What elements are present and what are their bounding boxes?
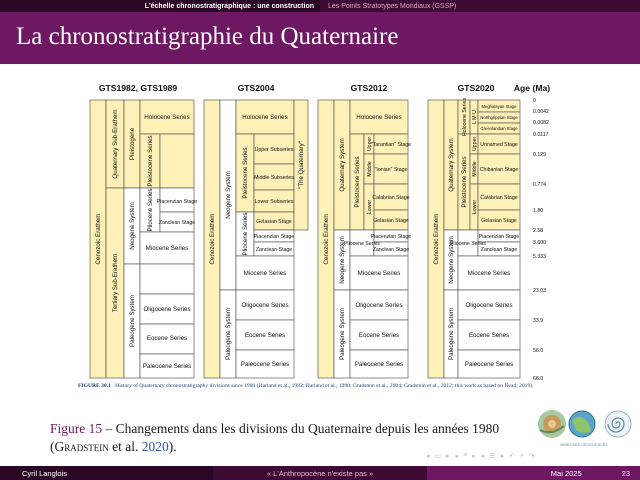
column-gts2004 (204, 100, 308, 378)
age-3: 0.0117 (533, 132, 549, 138)
gts2012-holocene: Holocene Series (356, 114, 402, 121)
logo-spiral-icon (605, 411, 631, 437)
gts1982-oligocene: Oligocene Series (143, 306, 191, 313)
figure-15-open-paren: ( (50, 439, 55, 454)
gts2012-ionian: "Ionian" Stage (374, 167, 408, 173)
gts1982-pliocene: Pliocene Series (147, 188, 154, 232)
gts1982-eocene: Eocene Series (146, 335, 188, 342)
gts2020-eocene: Eocene Series (468, 332, 510, 339)
logo-text: MINES DES GÉOSCIENCES (560, 443, 608, 447)
gts2012-piacenzian: Piacenzian Stage (370, 234, 412, 240)
gts2020-lmu: L M U (472, 110, 478, 124)
age-9: 5.333 (533, 254, 546, 260)
nav-next-subsection-icon[interactable]: ▸ (472, 453, 476, 460)
figure-30-label: FIGURE 30.1 (78, 383, 111, 389)
figure-30-text: History of Quaternary chronostratigraphy divisions since 1980 (Harland et al., 1982; Harland et al., 1990; Gradstein et al., 2004; Gradstein et al., 2012; this work as based on Head, 2019). (115, 383, 534, 389)
figure-15-close-paren: ). (168, 439, 177, 454)
gts2004-quaternary: "The Quaternary" (298, 141, 305, 189)
gts2020-pliocene: Pliocene Series (449, 241, 487, 247)
gts1982-holocene: Holocene Series (144, 114, 190, 121)
gts2020-chibanian: Chibanian Stage (479, 167, 519, 173)
gts2012-oligocene: Oligocene Series (355, 302, 403, 309)
gts2020-unnamed: Unnamed Stage (480, 142, 518, 148)
gts2020-piacenzian: Piacenzian Stage (478, 234, 520, 240)
age-0: 0 (533, 98, 536, 104)
gts1982-pleistocene: Pleistocene Series (147, 135, 154, 187)
age-11: 33.9 (533, 318, 544, 324)
age-13: 66.0 (533, 376, 544, 382)
gts1982-paleogene: Paleogene System (129, 295, 136, 347)
gts2004-oligocene: Oligocene Series (241, 302, 289, 309)
nav-section-current[interactable]: L'échelle chronostratigraphique : une construction (0, 0, 320, 12)
gts2004-neogene: Neogene System (225, 171, 232, 219)
gts2004-paleocene: Paleocene Series (240, 361, 290, 368)
gts2004-pliocene: Pliocene Series (242, 212, 249, 256)
gts1982-zanclean: Zanclean Stage (158, 220, 196, 226)
gts2020-middle: Middle (472, 161, 478, 177)
nav-forward-icon[interactable]: ↷ (528, 453, 535, 460)
gts1982-tertiary-sub: Tertiary Sub-Erathem (112, 253, 119, 313)
chronostratigraphy-figure (72, 72, 568, 420)
gts2012-cenozoic: Cenozoic Erathem (323, 213, 330, 265)
nav-prev-frame-icon[interactable]: ◂ (426, 453, 430, 460)
gts2020-cenozoic: Cenozoic Erathem (433, 213, 440, 265)
gts2012-paleocene: Paleocene Series (354, 361, 404, 368)
citation-author: Gradstein (54, 439, 109, 454)
gts2004-pleistocene: Pleistocene Series (242, 147, 249, 199)
nav-section-next[interactable]: Les Points Stratotypes Mondiaux (GSSP) (320, 0, 640, 12)
age-1: 0.0042 (533, 109, 549, 115)
gts2020-pleistocene: Pleistocene Series (461, 156, 468, 208)
age-12: 56.0 (533, 348, 544, 354)
gts2004-middle: Middle Subseries (254, 175, 294, 181)
gts2012-calabrian: Calabrian Stage (372, 195, 410, 201)
logo-globe-icon (569, 411, 595, 437)
figure-15-text: Changements dans les divisions du Quaternaire depuis les années 1980 (115, 421, 500, 436)
gts2004-zanclean: Zanclean Stage (255, 247, 293, 253)
gts2012-upper: Upper (367, 136, 373, 152)
footer-bar (0, 466, 640, 480)
age-4: 0.129 (533, 152, 546, 158)
gts2020-lower: Lower (472, 199, 478, 215)
gts2020-neogene: Neogene System (448, 236, 455, 284)
footer-date: Mai 2025 (550, 468, 582, 478)
gts2020-zanclean: Zanclean Stage (480, 247, 518, 253)
gts2012-pleistocene: Pleistocene Series (354, 156, 361, 208)
col-title-gts2020: GTS2020 (457, 83, 495, 93)
nav-section-icon[interactable]: ☰ (489, 453, 496, 460)
age-5: 0.774 (533, 182, 546, 188)
column-gts1982 (90, 100, 197, 378)
nav-prev-subsection-icon[interactable]: ◂ (454, 453, 459, 460)
gts1982-cenozoic: Cenozoic Erathem (95, 213, 102, 265)
gts2020-paleocene: Paleocene Series (464, 361, 514, 368)
gts2012-pliocene: Pliocene Series (343, 241, 381, 247)
col-title-gts2012: GTS2012 (350, 83, 388, 93)
gts2012-lower: Lower (367, 199, 373, 215)
age-2: 0.0082 (533, 120, 549, 126)
chronostratigraphy-diagram (72, 72, 568, 382)
gts1982-piacenzian: Piacenzian Stage (156, 199, 198, 205)
beamer-navigation (426, 452, 535, 460)
logo-ammonite-icon (538, 410, 566, 438)
gts2004-lower: Lower Subseries (254, 199, 294, 205)
nav-next-frame-icon[interactable]: ▸ (446, 453, 450, 460)
gts2004-eocene: Eocene Series (244, 332, 286, 339)
col-title-gts2004: GTS2004 (237, 83, 275, 93)
gts2020-upper: Upper (472, 136, 478, 152)
title-band (0, 12, 640, 64)
footer-page-number: 23 (621, 468, 630, 478)
gts2012-miocene: Miocene Series (357, 270, 401, 277)
gts2020-calabrian: Calabrian Stage (480, 195, 518, 201)
gts2020-greenlandian: Greenlandian Stage (480, 126, 518, 131)
gts1982-miocene: Miocene Series (145, 245, 189, 252)
gts2020-holocene: Holocene Series (462, 97, 468, 137)
gts1982-quaternary-sub: Quaternary Sub-Erathem (112, 109, 119, 179)
gts2020-gelasian: Gelasian Stage (481, 218, 517, 224)
gts2012-middle: Middle (367, 161, 373, 177)
footer-author: Cyril Langlois (0, 466, 213, 480)
figure-15-label: Figure 15 (50, 421, 103, 436)
age-scale (533, 98, 549, 382)
figure-30-caption (78, 382, 568, 391)
age-header: Age (Ma) (513, 83, 551, 93)
age-7: 2.58 (533, 228, 544, 234)
gts2012-quaternary: Quaternary System (339, 138, 346, 192)
nav-prev-section-icon[interactable]: ◂ (480, 453, 485, 460)
gts1982-paleocene: Paleocene Series (142, 363, 192, 370)
gts2004-miocene: Miocene Series (243, 270, 287, 277)
gts2004-cenozoic: Cenozoic Erathem (209, 213, 216, 265)
col-title-gts1982: GTS1982, GTS1989 (98, 83, 178, 93)
column-gts2012 (318, 100, 411, 378)
gts2012-paleogene: Paleogene System (339, 308, 346, 360)
gts2004-piacenzian: Piacenzian Stage (253, 234, 295, 240)
column-gts2020 (428, 98, 520, 378)
footer-right (427, 466, 640, 480)
top-navigation-bar (0, 0, 640, 12)
gts2020-miocene: Miocene Series (467, 270, 511, 277)
citation-year-link[interactable]: 2020 (141, 439, 169, 454)
gts2012-gelasian: Gelasian Stage (373, 218, 409, 224)
nav-search-icon[interactable]: ⌕ (519, 452, 524, 459)
age-8: 3.600 (533, 240, 546, 246)
age-6: 1.80 (533, 208, 544, 214)
gts2020-oligocene: Oligocene Series (465, 302, 513, 309)
gts2020-northgrippian: Northgrippian Stage (480, 115, 518, 120)
nav-back-icon[interactable]: ↶ (509, 453, 515, 460)
figure-15-caption (50, 420, 550, 456)
figure-15-dash: – (102, 421, 116, 436)
institution-logos (534, 406, 638, 450)
gts2004-paleogene: Paleogene System (225, 308, 232, 360)
gts1982-neogene: Neogene System (129, 202, 136, 250)
gts2012-tarantian: "Tarantian" Stage (370, 142, 412, 148)
nav-next-section-icon[interactable]: ▸ (500, 453, 505, 460)
gts2012-neogene: Neogene System (339, 236, 346, 284)
gts2004-holocene: Holocene Series (242, 114, 288, 121)
gts2020-paleogene: Paleogene System (448, 308, 455, 360)
nav-frame-icon[interactable]: ▭ (434, 453, 442, 460)
gts2004-gelasian: Gelasian Stage (256, 219, 292, 225)
footer-title: « L'Anthropocène n'existe pas » (213, 466, 427, 480)
nav-subsection-icon[interactable]: ≡ (463, 452, 468, 459)
age-10: 23.03 (533, 288, 546, 294)
gts2020-meghalayan: Meghalayan Stage (481, 104, 517, 109)
gts1982-pleistogene: Pleistogene (129, 127, 136, 161)
gts2012-zanclean: Zanclean Stage (372, 247, 410, 253)
gts2012-eocene: Eocene Series (358, 332, 400, 339)
slide-title: La chronostratigraphie du Quaternaire (16, 23, 399, 50)
gts2004-upper: Upper Subseries (254, 147, 294, 153)
citation-etal: et al. (108, 439, 142, 454)
gts2020-quaternary: Quaternary System (448, 138, 455, 192)
